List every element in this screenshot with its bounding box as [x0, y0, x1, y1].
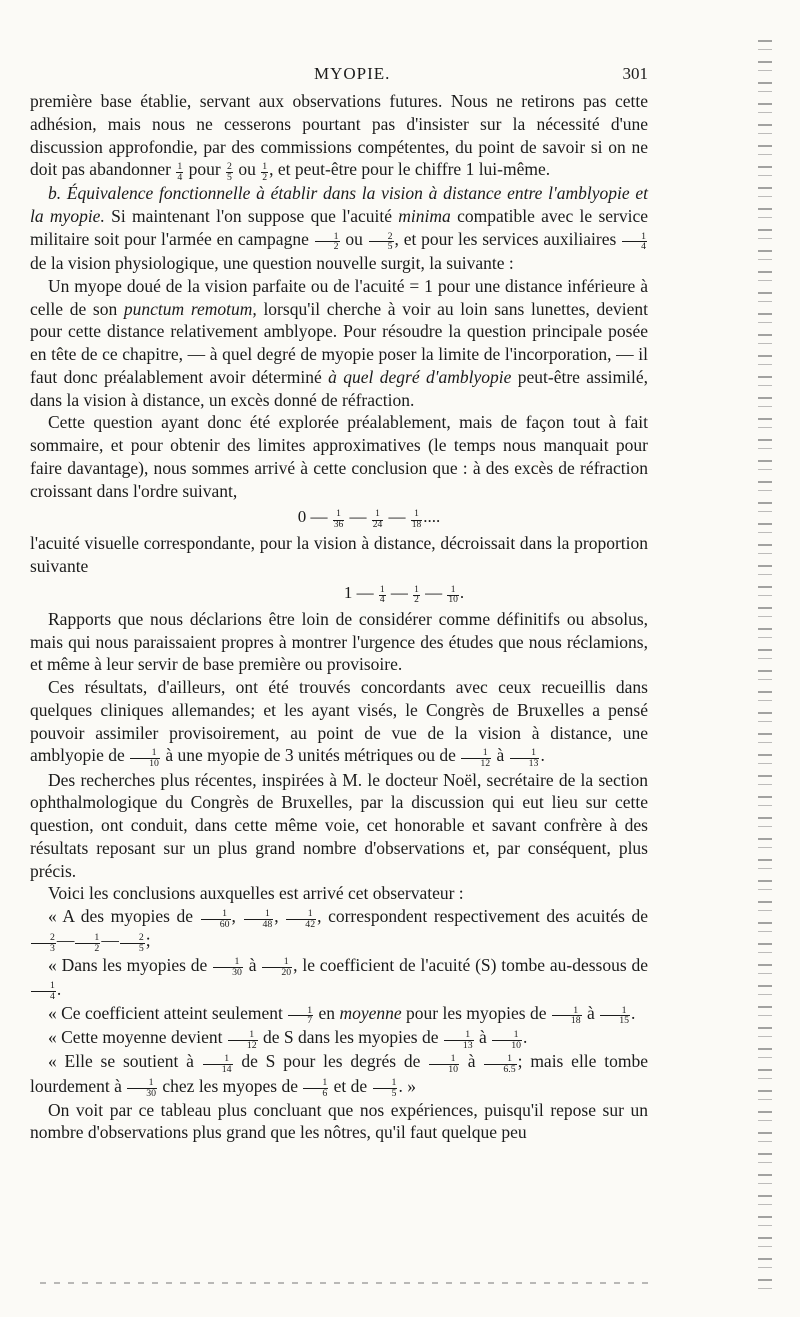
fraction-denominator: 13 [528, 757, 539, 769]
fraction [484, 1054, 516, 1075]
fraction-numerator: 1 [213, 957, 243, 968]
body-text [30, 90, 648, 1144]
fraction-numerator: 1 [414, 584, 419, 595]
fraction [244, 909, 274, 930]
fraction-denominator: 2 [94, 942, 100, 954]
fraction-numerator: 1 [127, 1078, 157, 1089]
fraction-numerator: 2 [120, 933, 145, 944]
fraction-denominator: 13 [462, 1039, 473, 1051]
fraction-numerator: 1 [286, 909, 316, 920]
fraction-numerator: 1 [228, 1030, 258, 1041]
quote-line: « Elle se soutient à $\frac{1}{14}$ de S pour les degrés de $\frac{1}{10}$ à $\frac{1}{6.5}$ ; mais elle tombe lourdement à $\frac{1}{30}$ chez les myopes de $\frac{1}{6}$ et de $\frac{1}{5}$ . » [30, 1051, 648, 1099]
fraction-denominator: 5 [138, 942, 144, 954]
fraction-numerator: 1 [373, 1078, 398, 1089]
fraction [31, 933, 56, 954]
fraction-denominator: 4 [50, 991, 55, 1003]
scan-margin-artifact [758, 40, 772, 1295]
paragraph: On voit par ce tableau plus concluant que nos expériences, puisqu'il repose sur un nombre d'observations plus grand que les nôtres, qu'il faut quelque peu [30, 1099, 648, 1143]
fraction-denominator: 30 [232, 966, 242, 978]
fraction-denominator: 3 [50, 942, 55, 954]
paragraph: Ces résultats, d'ailleurs, ont été trouvés concordants avec ceux recueillis dans quelques cliniques allemandes; et les ayant visés, le Congrès de Bruxelles a pensé pouvoir assimiler provisoirement, au point de vue de la vision à distance, une amblyopie de $\frac{1}{10}$ à une myopie de 3 unités métriques ou de $\frac{1}{12}$ à $\frac{1}{13}$ . [30, 677, 648, 769]
fraction [261, 162, 268, 183]
fraction [622, 232, 647, 253]
fraction-denominator: 48 [262, 918, 273, 930]
fraction [552, 1006, 582, 1027]
fraction [379, 586, 386, 606]
fraction-denominator: 5 [391, 1087, 397, 1099]
fraction-denominator: 18 [411, 519, 422, 530]
fraction [130, 748, 160, 769]
fraction-denominator: 36 [333, 519, 344, 530]
fraction-numerator: 1 [444, 1030, 474, 1041]
fraction-numerator: 2 [227, 160, 232, 172]
fraction [373, 1078, 398, 1099]
fraction-denominator: 30 [146, 1087, 157, 1099]
scan-bottom-artifact [40, 1282, 650, 1284]
fraction-numerator: 2 [369, 232, 394, 243]
fraction-denominator: 18 [570, 1015, 581, 1027]
fraction [120, 933, 145, 954]
fraction-denominator: 2 [262, 171, 268, 183]
fraction-denominator: 4 [379, 595, 385, 606]
fraction-numerator: 1 [461, 748, 491, 759]
fraction-denominator: 20 [281, 966, 292, 978]
fraction [429, 1054, 459, 1075]
fraction [213, 957, 243, 978]
fraction [226, 162, 233, 183]
fraction-denominator: 6.5 [503, 1063, 516, 1075]
paragraph: première base établie, servant aux observations futures. Nous ne retirons pas cette adhésion, mais nous ne cesserons pourtant pas d'insister sur la nécessité d'une discussion approfondie, par des commissions compétentes, du point de savoir si on ne doit pas abandonner $\frac{1}{4}$ pour $\frac{2}{5}$ ou $\frac{1}{2}$ , et peut-être pour le chiffre 1 lui-même. [30, 91, 648, 183]
fraction-numerator: 1 [622, 232, 647, 243]
fraction-denominator: 14 [221, 1063, 232, 1075]
fraction-numerator: 1 [600, 1006, 630, 1017]
fraction [75, 933, 100, 954]
page-header [30, 60, 648, 90]
fraction-numerator: 1 [552, 1006, 582, 1017]
fraction-denominator: 7 [307, 1015, 313, 1027]
fraction-numerator: 1 [372, 510, 384, 521]
fraction-numerator: 1 [130, 748, 160, 759]
fraction [31, 981, 56, 1002]
section-heading: b. Équivalence fonctionnelle à établir dans la vision à distance entre l'amblyopie et la myopie. [30, 183, 648, 227]
fraction [333, 510, 345, 530]
fraction-numerator: 1 [177, 160, 183, 172]
fraction-numerator: 1 [379, 584, 385, 595]
fraction [262, 957, 292, 978]
fraction-denominator: 10 [511, 1039, 521, 1051]
fraction-denominator: 10 [448, 1063, 458, 1075]
fraction [203, 1054, 233, 1075]
paragraph: b. Équivalence fonctionnelle à établir dans la vision à distance entre l'amblyopie et la myopie. Si maintenant l'on suppose que l'acuité minima compatible avec le service militaire soit pour l'armée en campagne $\frac{1}{2}$ ou $\frac{2}{5}$ , et pour les services auxiliaires $\frac{1}{4}$ de la vision physiologique, une question nouvelle surgit, la suivante : [30, 183, 649, 274]
quote-line: « Cette moyenne devient $\frac{1}{12}$ de S dans les myopies de $\frac{1}{13}$ à $\frac{1}{10}$ . [48, 1027, 528, 1051]
fraction-numerator: 1 [288, 1006, 313, 1017]
fraction [228, 1030, 258, 1051]
fraction [201, 909, 231, 930]
fraction-denominator: 12 [246, 1039, 257, 1051]
fraction-denominator: 10 [448, 595, 458, 606]
fraction-denominator: 4 [177, 171, 183, 183]
fraction-numerator: 1 [262, 957, 292, 968]
fraction-numerator: 1 [492, 1030, 522, 1041]
paragraph: l'acuité visuelle correspondante, pour la vision à distance, décroissait dans la proportion suivante [30, 533, 648, 577]
fraction-denominator: 5 [227, 171, 232, 183]
fraction-numerator: 1 [315, 232, 340, 243]
fraction [461, 748, 491, 769]
paragraph: Rapports que nous déclarions être loin de considérer comme définitifs ou absolus, mais qui nous paraissaient propres à montrer l'urgence des études que nous réclamions, et même à leur servir de base première ou provisoire. [30, 608, 648, 675]
quote-line: « Dans les myopies de $\frac{1}{30}$ à $\frac{1}{20}$ , le coefficient de l'acuité (S) tombe au-dessous de $\frac{1}{4}$ . [30, 954, 648, 1002]
fraction [510, 748, 540, 769]
fraction-numerator: 1 [411, 510, 423, 521]
quote-line: « A des myopies de $\frac{1}{60}$ , $\frac{1}{48}$ , $\frac{1}{42}$ , correspondent respectivement des acuités de $\frac{2}{3}$ — $\frac{1}{2}$ — $\frac{2}{5}$ ; [30, 905, 648, 953]
fraction-numerator: 1 [75, 933, 100, 944]
fraction-numerator: 1 [429, 1054, 459, 1065]
fraction-denominator: 15 [619, 1015, 629, 1027]
fraction [303, 1078, 328, 1099]
running-title: MYOPIE. [314, 64, 391, 83]
fraction [372, 510, 384, 530]
fraction [413, 586, 420, 606]
fraction-numerator: 1 [262, 160, 268, 172]
fraction-numerator: 1 [31, 981, 56, 992]
fraction-numerator: 1 [244, 909, 274, 920]
fraction-numerator: 1 [303, 1078, 328, 1089]
fraction-denominator: 24 [372, 519, 383, 530]
fraction-denominator: 60 [219, 918, 230, 930]
fraction-numerator: 1 [510, 748, 540, 759]
fraction-denominator: 42 [305, 918, 316, 930]
fraction-denominator: 2 [333, 241, 339, 253]
fraction [127, 1078, 157, 1099]
fraction [600, 1006, 630, 1027]
fraction-numerator: 1 [447, 586, 459, 597]
fraction [288, 1006, 313, 1027]
paragraph: Cette question ayant donc été explorée préalablement, mais de façon tout à fait sommaire, et pour obtenir des limites approximatives (le temps nous manquait pour faire davantage), nous sommes arrivé à cette conclusion que : à des excès de réfraction croissant dans l'ordre suivant, [30, 412, 648, 501]
paragraph: Voici les conclusions auxquelles est arrivé cet observateur : [48, 883, 464, 904]
paragraph: Des recherches plus récentes, inspirées à M. le docteur Noël, secrétaire de la section ophthalmologique du Congrès de Bruxelles, par la discussion qui eut lieu sur cette question, ont conduit, dans cette même voie, cet honorable et savant confrère à des résultats reposant sur un plus grand nombre d'observations et, par conséquent, plus précis. [30, 769, 648, 881]
fraction [492, 1030, 522, 1051]
book-page [30, 60, 648, 1144]
fraction [411, 510, 423, 530]
fraction-denominator: 12 [480, 757, 491, 769]
fraction-denominator: 2 [414, 595, 419, 606]
fraction-denominator: 4 [641, 241, 647, 253]
fraction-numerator: 2 [31, 933, 56, 944]
fraction-numerator: 1 [333, 510, 345, 521]
fraction-denominator: 10 [149, 757, 159, 769]
fraction [315, 232, 340, 253]
formula-refraction: 0 — $\frac{1}{36}$ — $\frac{1}{24}$ — $\frac{1}{18}$ .... [297, 507, 441, 530]
fraction [176, 162, 183, 183]
fraction-denominator: 5 [387, 241, 393, 253]
fraction-numerator: 1 [201, 909, 231, 920]
paragraph: Un myope doué de la vision parfaite ou de l'acuité = 1 pour une distance inférieure à celle de son punctum remotum, lorsqu'il cherche à voir au loin sans lunettes, devient pour cette distance relativement amblyope. Pour résoudre la question principale posée en tête de ce chapitre, — à quel degré de myopie poser la limite de l'incorporation, — il faut donc préalablement avoir déterminé à quel degré d'amblyopie peut-être assimilé, dans la vision à distance, un excès donné de réfraction. [30, 275, 649, 410]
page-number: 301 [622, 64, 648, 83]
fraction [447, 586, 459, 606]
fraction-numerator: 1 [484, 1054, 516, 1065]
quote-line: « Ce coefficient atteint seulement $\frac{1}{7}$ en moyenne pour les myopies de $\frac{1}{18}$ à $\frac{1}{15}$ . [48, 1002, 636, 1027]
fraction-numerator: 1 [203, 1054, 233, 1065]
fraction [444, 1030, 474, 1051]
formula-acuity: 1 — $\frac{1}{4}$ — $\frac{1}{2}$ — $\frac{1}{10}$ . [343, 582, 465, 606]
fraction [369, 232, 394, 253]
fraction [286, 909, 316, 930]
fraction-denominator: 6 [322, 1087, 328, 1099]
